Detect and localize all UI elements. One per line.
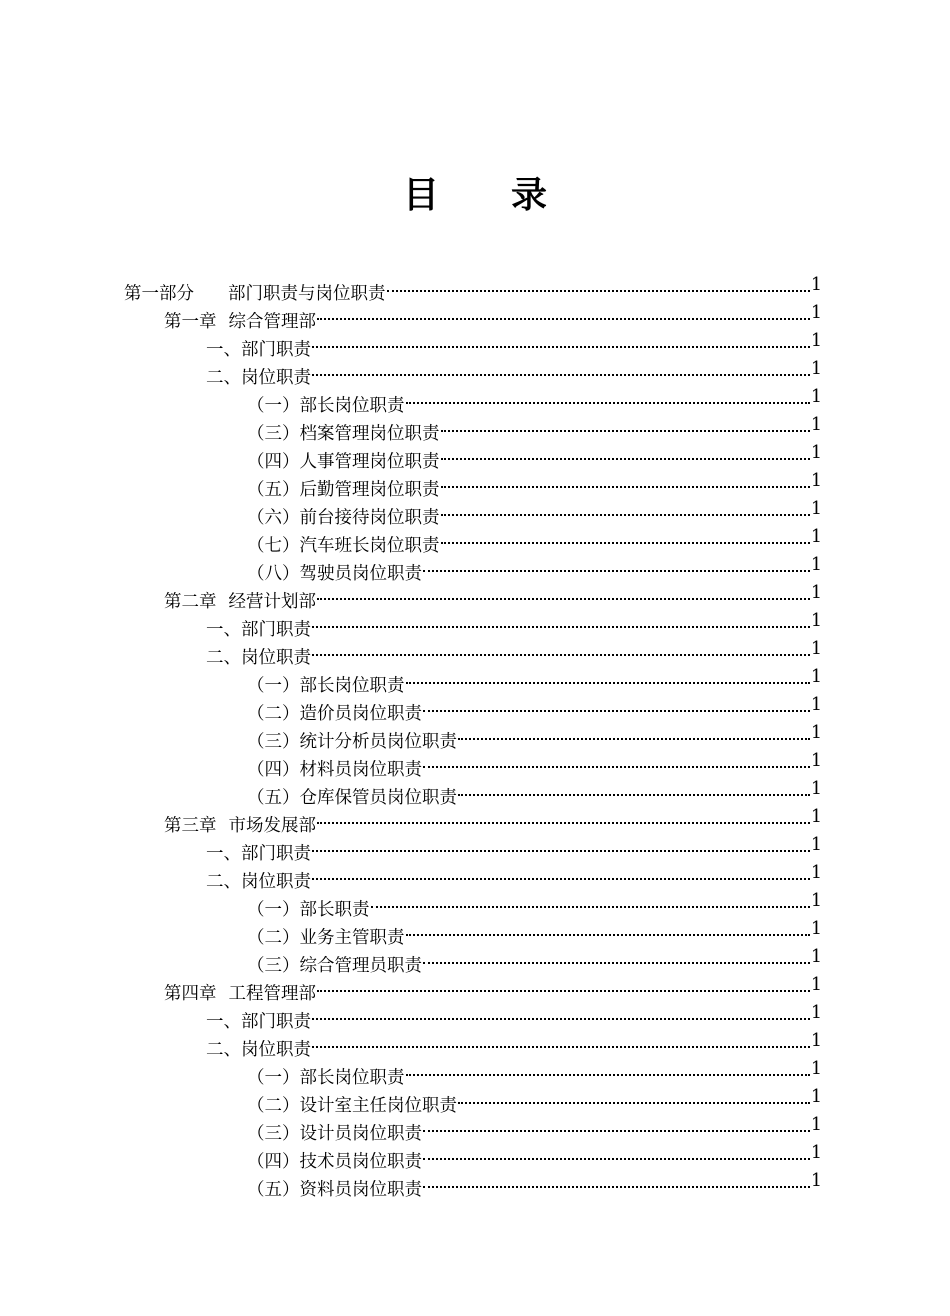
toc-entry-label: 材料员岗位职责 [299,760,422,780]
toc-entry-number: （五） [247,788,300,808]
toc-entry-page-number: 1 [810,863,822,883]
toc-entry-number: （三） [247,956,300,976]
toc-entry-dot-leader [317,971,810,999]
toc-entry-page-number: 1 [810,1003,822,1023]
toc-entry-page-number: 1 [810,667,822,687]
toc-entry-page-number: 1 [810,1143,822,1163]
toc-entry-page-number: 1 [810,387,822,407]
toc-entry-page-number: 1 [810,975,822,995]
toc-entry-label: 仓库保管员岗位职责 [299,788,457,808]
toc-entry-number: （二） [247,928,300,948]
toc-entry-dot-leader [423,1111,810,1139]
toc-entry-page-number: 1 [810,723,822,743]
toc-entry-number: 第三章 [164,816,217,836]
toc-entry-page-number: 1 [810,695,822,715]
toc-entry-dot-leader [423,691,810,719]
toc-entry-page-number: 1 [810,499,822,519]
toc-entry-number: （八） [247,564,300,584]
toc-entry[interactable] [0,775,950,808]
toc-entry-dot-leader [317,803,810,831]
toc-entry-label: 统计分析员岗位职责 [299,732,457,752]
toc-entry-label: 岗位职责 [241,872,311,892]
toc-entry[interactable] [0,411,950,444]
toc-entry-number: （七） [247,536,300,556]
toc-entry[interactable] [0,607,950,640]
toc-entry-label: 汽车班长岗位职责 [299,536,440,556]
toc-entry[interactable] [0,831,950,864]
toc-entry-dot-leader [423,943,810,971]
toc-entry-dot-leader [458,775,810,803]
toc-entry-page-number: 1 [810,527,822,547]
toc-entry-page-number: 1 [810,303,822,323]
toc-entry-label: 设计室主任岗位职责 [299,1096,457,1116]
toc-entry-label: 部长岗位职责 [299,676,405,696]
toc-entry-number: 第四章 [164,984,217,1004]
toc-entry-label: 人事管理岗位职责 [299,452,440,472]
toc-entry[interactable] [0,663,950,696]
toc-entry-number: （五） [247,1180,300,1200]
toc-entry-page-number: 1 [810,471,822,491]
toc-entry-dot-leader [423,551,810,579]
toc-entry-number: （六） [247,508,300,528]
toc-entry-page-number: 1 [810,779,822,799]
toc-entry[interactable] [0,719,950,752]
toc-entry[interactable] [0,523,950,556]
toc-entry-number: （一） [247,676,300,696]
toc-entry[interactable] [0,915,950,948]
toc-entry-label: 前台接待岗位职责 [299,508,440,528]
toc-entry-page-number: 1 [810,611,822,631]
toc-entry-dot-leader [441,411,811,439]
toc-entry-number: 第二章 [164,592,217,612]
toc-entry-dot-leader [423,1139,810,1167]
toc-entry-label: 资料员岗位职责 [299,1180,422,1200]
toc-entry-dot-leader [423,747,810,775]
toc-entry[interactable] [0,355,950,388]
toc-entry-dot-leader [441,495,811,523]
toc-entry-page-number: 1 [810,331,822,351]
toc-entry-number: （一） [247,396,300,416]
toc-entry-dot-leader [441,523,811,551]
toc-entry[interactable] [0,495,950,528]
toc-entry[interactable] [0,1139,950,1172]
toc-title-char-1: 目 [402,174,439,216]
toc-entry-number: 一、 [206,1012,241,1032]
toc-entry-number: （一） [247,900,300,920]
toc-entry-page-number: 1 [810,1059,822,1079]
toc-entry-page-number: 1 [810,1031,822,1051]
toc-entry-dot-leader [458,719,810,747]
toc-entry-number: 第一部分 [124,284,194,304]
toc-entry[interactable] [0,271,950,304]
toc-entry-label: 综合管理部 [228,312,316,332]
toc-entry-number: （三） [247,732,300,752]
toc-entry-label: 工程管理部 [228,984,316,1004]
toc-entry-dot-leader [312,327,810,355]
toc-entry-label: 部长岗位职责 [299,396,405,416]
toc-entry[interactable] [0,803,950,836]
toc-entry-number: （一） [247,1068,300,1088]
toc-entry-number: （三） [247,1124,300,1144]
toc-entry-label: 部门职责 [241,844,311,864]
toc-entry-page-number: 1 [810,1087,822,1107]
toc-entry[interactable] [0,859,950,892]
toc-entry[interactable] [0,1027,950,1060]
toc-entry-label: 部门职责 [241,340,311,360]
toc-entry-dot-leader [406,383,811,411]
toc-entry-number: （二） [247,704,300,724]
toc-entry-label: 部门职责 [241,620,311,640]
toc-entry-label: 后勤管理岗位职责 [299,480,440,500]
toc-entry-dot-leader [423,1167,810,1195]
toc-entry-number: 一、 [206,620,241,640]
toc-entry-label: 技术员岗位职责 [299,1152,422,1172]
toc-entry-label: 岗位职责 [241,1040,311,1060]
toc-entry[interactable] [0,971,950,1004]
toc-entry-page-number: 1 [810,583,822,603]
toc-entry[interactable] [0,635,950,668]
toc-entry-dot-leader [406,1055,811,1083]
toc-entry[interactable] [0,327,950,360]
toc-entry-label: 岗位职责 [241,648,311,668]
toc-entry-dot-leader [317,579,810,607]
toc-entry[interactable] [0,439,950,472]
toc-entry[interactable] [0,579,950,612]
toc-entry-dot-leader [406,915,811,943]
toc-entry-number: （二） [247,1096,300,1116]
toc-entry[interactable] [0,691,950,724]
toc-entry-number: 二、 [206,648,241,668]
toc-entry-dot-leader [387,271,811,299]
toc-title [0,170,950,220]
toc-entry[interactable] [0,1167,950,1200]
toc-entry-dot-leader [312,859,810,887]
toc-entry[interactable] [0,887,950,920]
toc-entry-label: 市场发展部 [228,816,316,836]
toc-entry[interactable] [0,467,950,500]
toc-entry-label: 造价员岗位职责 [299,704,422,724]
toc-entry-dot-leader [458,1083,810,1111]
toc-entry-page-number: 1 [810,443,822,463]
toc-entry-page-number: 1 [810,639,822,659]
toc-entry-dot-leader [317,299,810,327]
toc-entry-label: 经营计划部 [228,592,316,612]
toc-entry-dot-leader [371,887,811,915]
toc-list [0,271,950,1200]
toc-entry[interactable] [0,1083,950,1116]
toc-entry-label: 部门职责与岗位职责 [228,284,386,304]
toc-entry-number: 二、 [206,368,241,388]
toc-entry-number: （五） [247,480,300,500]
toc-entry-number: （四） [247,1152,300,1172]
toc-entry-page-number: 1 [810,891,822,911]
toc-entry-page-number: 1 [810,1115,822,1135]
toc-entry-dot-leader [312,1027,810,1055]
toc-entry-number: 一、 [206,340,241,360]
toc-entry-page-number: 1 [810,415,822,435]
toc-entry-page-number: 1 [810,275,822,295]
toc-entry-label: 设计员岗位职责 [299,1124,422,1144]
toc-entry-page-number: 1 [810,751,822,771]
toc-entry[interactable] [0,1055,950,1088]
toc-entry-label: 综合管理员职责 [299,956,422,976]
toc-entry-label: 部长岗位职责 [299,1068,405,1088]
toc-entry-dot-leader [312,355,810,383]
toc-entry-dot-leader [312,607,810,635]
toc-entry-number: 二、 [206,872,241,892]
toc-entry[interactable] [0,383,950,416]
toc-entry-dot-leader [312,999,810,1027]
toc-entry-page-number: 1 [810,359,822,379]
toc-entry-label: 部长职责 [299,900,370,920]
toc-entry-page-number: 1 [810,835,822,855]
toc-entry-dot-leader [312,635,810,663]
toc-entry-page-number: 1 [810,919,822,939]
toc-entry[interactable] [0,999,950,1032]
toc-entry-number: 二、 [206,1040,241,1060]
toc-entry-dot-leader [312,831,810,859]
toc-entry-number: （四） [247,452,300,472]
toc-title-char-2: 录 [511,174,548,216]
toc-entry-label: 部门职责 [241,1012,311,1032]
toc-entry-label: 档案管理岗位职责 [299,424,440,444]
toc-entry-dot-leader [406,663,811,691]
toc-entry-page-number: 1 [810,1171,822,1191]
toc-entry[interactable] [0,747,950,780]
toc-entry-dot-leader [441,439,811,467]
toc-entry-number: 第一章 [164,312,217,332]
toc-entry-page-number: 1 [810,807,822,827]
toc-entry[interactable] [0,1111,950,1144]
toc-entry[interactable] [0,943,950,976]
toc-entry-number: （四） [247,760,300,780]
toc-entry-page-number: 1 [810,947,822,967]
toc-entry-label: 岗位职责 [241,368,311,388]
toc-entry-number: （三） [247,424,300,444]
toc-entry[interactable] [0,551,950,584]
toc-entry-label: 业务主管职责 [299,928,405,948]
toc-entry-number: 一、 [206,844,241,864]
toc-entry-page-number: 1 [810,555,822,575]
toc-entry-dot-leader [441,467,811,495]
toc-entry-label: 驾驶员岗位职责 [299,564,422,584]
toc-entry[interactable] [0,299,950,332]
